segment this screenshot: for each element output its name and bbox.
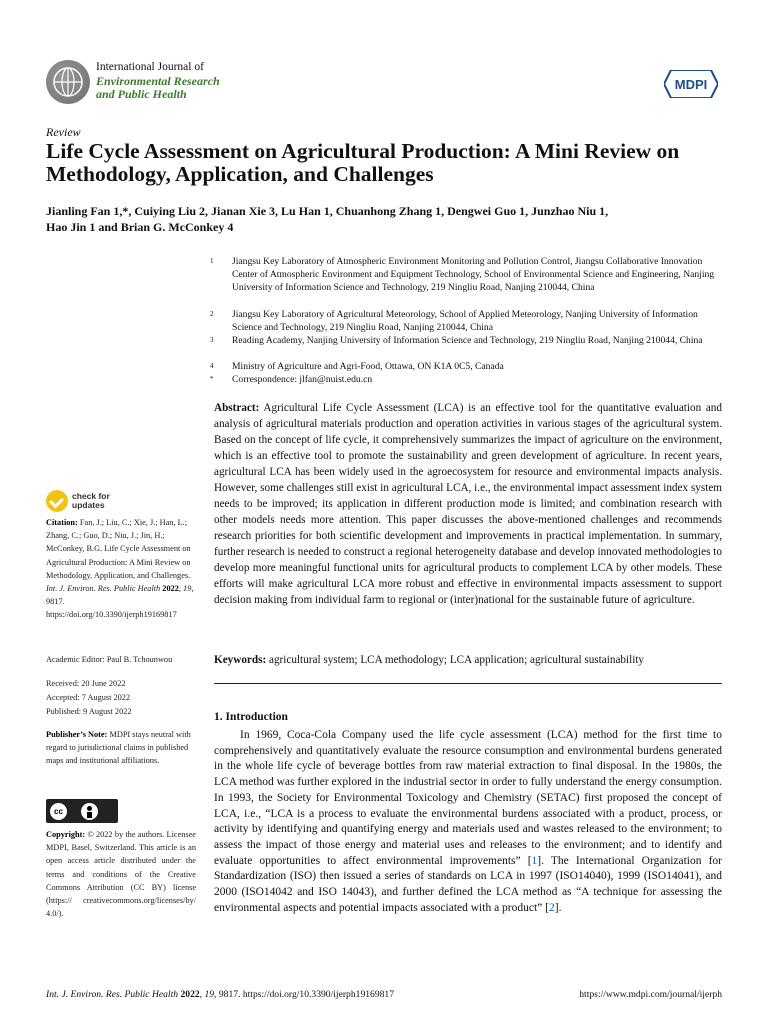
affiliation-1: 1 Jiangsu Key Laboratory of Atmospheric Environment Monitoring and Pollution Control, Jiangsu Collaborative Innovation Center of Atmospheric Environment and Equipment Technology, School of Environmental Science and Engineering, Nanjing University of Information Science and Technology, 219 Ningliu Road, Nanjing 210044, China [210, 256, 715, 294]
section-heading: 1. Introduction [214, 711, 288, 723]
affiliation-2: 2 Jiangsu Key Laboratory of Agricultural Meteorology, School of Applied Meteorology, Nanjing University of Information Science and Technology, 219 Ningliu Road, Nanjing 210044, China [210, 309, 698, 334]
received-date: Received: 20 June 2022 [46, 679, 126, 688]
abstract-label: Abstract: [214, 402, 260, 414]
reference-link-1[interactable]: 1 [531, 854, 538, 867]
footer-citation: Int. J. Environ. Res. Public Health 2022, 19, 9817. https://doi.org/10.3390/ijerph19169817 [46, 989, 395, 1000]
article-title: Life Cycle Assessment on Agricultural Production: A Mini Review on Methodology, Application, and Challenges [46, 139, 680, 186]
globe-icon [51, 65, 85, 99]
journal-logo [46, 60, 90, 104]
check-icon [46, 490, 68, 512]
copyright-notice: Copyright: © 2022 by the authors. Licensee MDPI, Basel, Switzerland. This article is an open access article distributed under the terms and conditions of the Creative Commons Attribution (CC BY) license (https:// creativecommons.org/licenses/by/ 4.0/). [46, 830, 196, 919]
abstract-text: Agricultural Life Cycle Assessment (LCA) is an effective tool for the quantitative evaluation and analysis of agricultural materials production and operation activities in various stages of the agricultural system. Based on the concept of life cycle, it comprehensively summarizes the impact of agriculture on the environment, which is an effective tool to promote the sustainability and green development of agriculture. In recent years, agricultural LCA has been widely used in the agroecosystem for resource and environmental impacts analysis. However, some challenges still exist in agricultural LCA, i.e., the environmental impact assessment index system needs to be improved; its application in different production mode is limited; and combination research with other models needs more attention. This paper discusses the above-mentioned challenges and recommends research priorities for both scientific development and improvements in practical implementation. In summary, further research is needed to construct a regional heterogeneity database and develop innovated methodologies to develop more meaningful functional units for agricultural products to complement LCA by other models. These efforts will make agricultural LCA more robust and effective in environmental impacts assessment to support decision making from individual farm to regional or (inter)national for the sustainable future of agriculture. [214, 402, 722, 606]
citation: Citation: Fan, J.; Liu, C.; Xie, J.; Han, L.; Zhang, C.; Guo, D.; Niu, J.; Jin, H.; McConkey, B.G. Life Cycle Assessment on Agricultural Production: A Mini Review on Methodology, Application, and Challenges. Int. J. Environ. Res. Public Health 2022, 19, 9817. https://doi.org/10.3390/ijerph19169817 [46, 518, 194, 620]
authors-line1: Jianling Fan 1,*, Cuiying Liu 2, Jianan Xie 3, Lu Han 1, Chuanhong Zhang 1, Dengwei Guo 1, Junzhao Niu 1, [46, 204, 609, 218]
published-date: Published: 9 August 2022 [46, 707, 132, 716]
academic-editor: Academic Editor: Paul B. Tchounwou [46, 655, 173, 664]
affiliation-4: 4 Ministry of Agriculture and Agri-Food, Ottawa, ON K1A 0C5, Canada [210, 361, 504, 372]
cc-icon: cc [50, 803, 67, 820]
keywords [214, 652, 722, 668]
cc-by-license-badge[interactable] [46, 799, 118, 823]
page-footer [46, 989, 722, 1000]
journal-name-line3: and Public Health [96, 87, 187, 101]
introduction-paragraph: In 1969, Coca-Cola Company used the life cycle assessment (LCA) method for the first time to comprehensively and quantitatively evaluate the resource consumption and environmental burdens generated in the whole life cycle of beverage bottles from raw material extraction to final disposal. In the 1980s, the LCA method was further explored in the industrial sector in order to fully understand the energy consumption. In 1993, the Society for Environmental Toxicology and Chemistry (SETAC) first proposed the concept of LCA, i.e., “LCA is a process to evaluate the environmental burdens associated with a product, process, or activity by identifying and quantifying energy and materials used and wastes released to the environment; to assess the impact of those energy and material uses and releases to the environment; and to identify and evaluate opportunities to affect environmental improvements” [1]. The International Organization for Standardization (ISO) then issued a series of standards on LCA in 1997 (ISO14040), 1999 (ISO14041), and 2000 (ISO14042 and ISO 14043), and further defined the LCA method as “A technique for assessing the environmental aspects and potential impacts associated with a product” [2]. [214, 729, 722, 914]
by-attribution-icon [81, 803, 98, 820]
divider [214, 683, 722, 684]
keywords-text: agricultural system; LCA methodology; LCA application; agricultural sustainability [269, 654, 645, 666]
authors-line2: Hao Jin 1 and Brian G. McConkey 4 [46, 220, 234, 234]
affiliation-3: 3 Reading Academy, Nanjing University of Information Science and Technology, 219 Ningliu Road, Nanjing 210044, China [210, 335, 703, 346]
mdpi-logo [664, 70, 718, 98]
introduction-body [214, 728, 722, 916]
journal-name-line2: Environmental Research [96, 74, 220, 88]
abstract [214, 400, 722, 608]
reference-link-2[interactable]: 2 [549, 901, 555, 914]
footer-journal-url[interactable]: https://www.mdpi.com/journal/ijerph [579, 989, 722, 1000]
journal-name-line1: International Journal of [96, 61, 204, 73]
author-list [46, 203, 736, 235]
accepted-date: Accepted: 7 August 2022 [46, 693, 131, 702]
correspondence: * Correspondence: jlfan@nuist.edu.cn [210, 374, 373, 385]
publishers-note: Publisher’s Note: MDPI stays neutral with regard to jurisdictional claims in published maps and institutional affiliations. [46, 730, 191, 766]
keywords-label: Keywords: [214, 654, 267, 666]
article-type: Review [46, 125, 81, 139]
check-for-updates-button[interactable]: check for updates [46, 489, 126, 513]
svg-text:MDPI: MDPI [674, 77, 708, 92]
